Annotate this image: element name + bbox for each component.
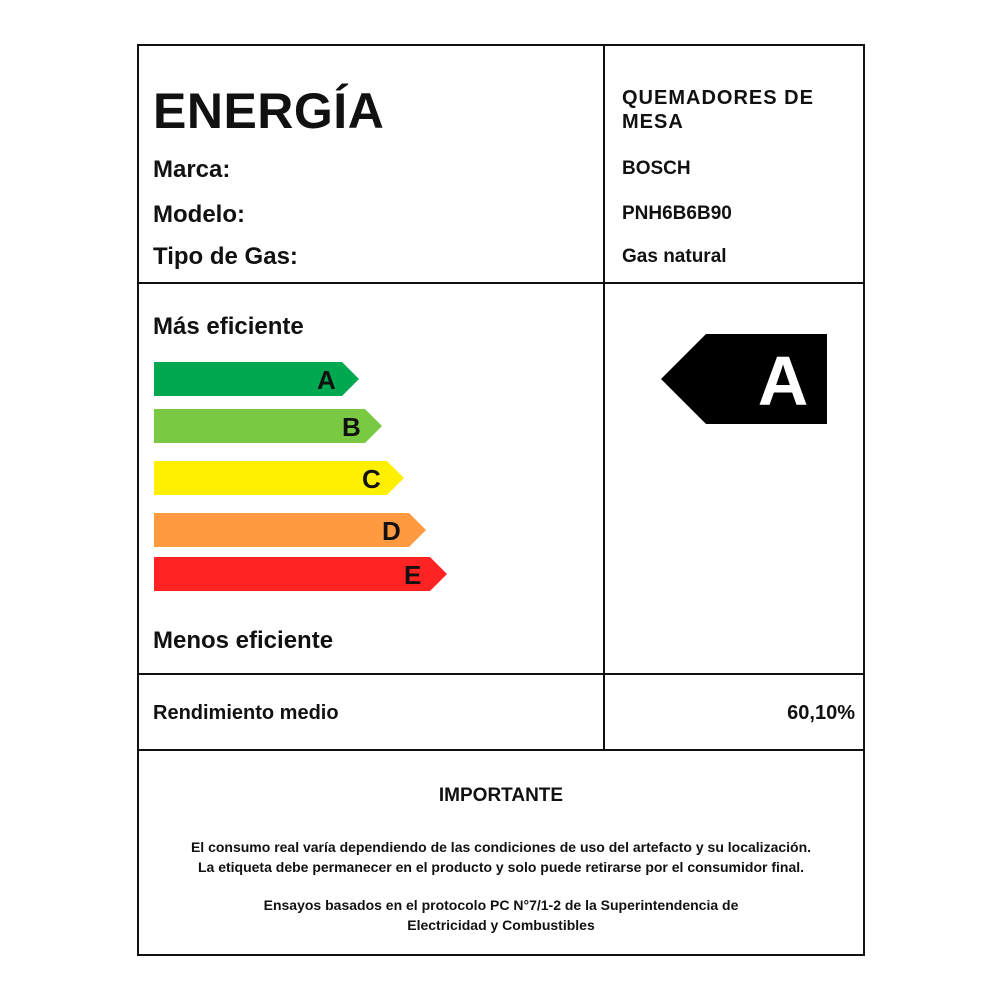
energy-label: [137, 44, 865, 956]
most-efficient-label: Más eficiente: [153, 313, 304, 340]
class-letter-a: A: [317, 365, 336, 395]
important-line-3: Ensayos basados en el protocolo PC N°7/1-2 de la Superintendencia de: [263, 897, 739, 913]
important-line-4: Electricidad y Combustibles: [407, 917, 595, 933]
class-letter-e: E: [404, 560, 422, 590]
divider-vertical: [603, 46, 605, 751]
class-bar-b: [154, 409, 382, 443]
performance-value: 60,10%: [787, 702, 855, 724]
label-title: ENERGÍA: [153, 83, 385, 139]
rating-arrow: [661, 334, 827, 424]
class-letter-d: D: [382, 516, 401, 546]
least-efficient-label: Menos eficiente: [153, 627, 334, 654]
performance-label: Rendimiento medio: [153, 702, 339, 724]
important-title: IMPORTANTE: [438, 785, 564, 806]
brand-label: Marca:: [153, 156, 231, 183]
divider-header: [139, 282, 863, 284]
model-label: Modelo:: [153, 201, 245, 228]
gas-type-value: Gas natural: [622, 246, 727, 267]
brand-value: BOSCH: [622, 158, 691, 179]
class-bar-a: [154, 362, 359, 396]
class-letter-c: C: [362, 464, 381, 494]
divider-scale: [139, 673, 863, 675]
important-line-2: La etiqueta debe permanecer en el producto y solo puede retirarse por el consumidor final.: [197, 859, 805, 875]
gas-type-label: Tipo de Gas:: [153, 243, 298, 270]
model-value: PNH6B6B90: [622, 203, 732, 224]
rating-letter: A: [757, 342, 809, 420]
class-bar-e: [154, 557, 447, 591]
class-bar-c: [154, 461, 404, 495]
class-bar-d: [154, 513, 426, 547]
class-letter-b: B: [342, 412, 361, 442]
important-line-1: El consumo real varía dependiendo de las condiciones de uso del artefacto y su localización.: [190, 839, 812, 855]
divider-performance: [139, 749, 863, 751]
product-type: QUEMADORES DE MESA: [622, 87, 814, 133]
